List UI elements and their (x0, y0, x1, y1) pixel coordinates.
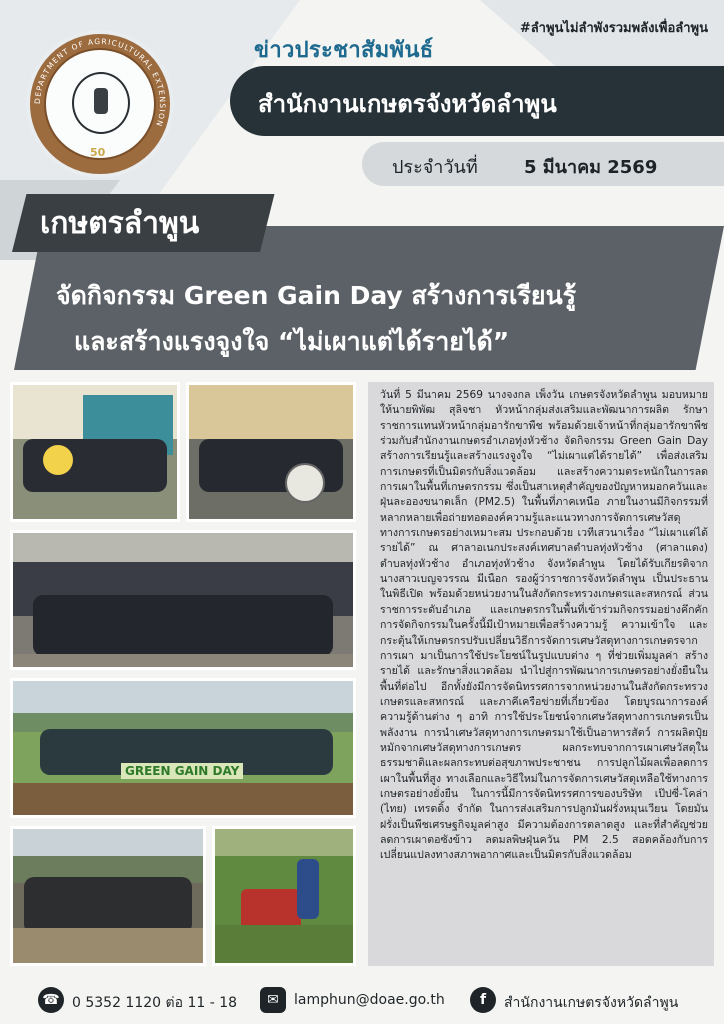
svg-text:DEPARTMENT OF AGRICULTURAL EXT: DEPARTMENT OF AGRICULTURAL EXTENSION (32, 36, 168, 129)
hashtag: #ลำพูนไม่ลำพังรวมพลังเพื่อลำพูน (519, 21, 708, 36)
article-body: วันที่ 5 มีนาคม 2569 นางจงกล เพ็งวัน เกษตรจังหวัดลำพูน มอบหมายให้นายพิพัฒ สุลิจชา หัวหน้ากลุ่มส่งเสริมและพัฒนาการผลิต รักษาราชการแทนหัวหน้ากลุ่มอารักขาพืช พร้อมด้วยเจ้าหน้าที่กลุ่มอารักขาพืช ร่วมกับสำนักงานเกษตรอำเภอทุ่งหัวช้าง จัดกิจกรรม Green Gain Day สร้างการเรียนรู้และสร้างแรงจูงใจ “ไม่เผาแต่ได้รายได้” เพื่อส่งเสริมการเกษตรที่เป็นมิตรกับสิ่งแวดล้อม และสร้างความตระหนักในการลดการเผาในพื้นที่เกษตรกรรม ซึ่งเป็นสาเหตุสำคัญของปัญหาหมอกควันและฝุ่นละอองขนาดเล็ก (PM2.5) ในพื้นที่ภาคเหนือ ภายในงานมีกิจกรรมที่หลากหลายเพื่อถ่ายทอดองค์ความรู้และแนวทางการจัดการเศษวัสดุทางการเกษตรอย่างเหมาะสม ประกอบด้วย เวทีเสวนาเรื่อง “ไม่เผาแต่ได้รายได้” ณ ศาลาอเนกประสงค์เทศบาลตำบลทุ่งหัวช้าง (ศาลาแดง) ตำบลทุ่งหัวช้าง อำเภอทุ่งหัวช้าง จังหวัดลำพูน โดยได้รับเกียรติจาก นางสาวเบญจวรรณ มีเนือก รองผู้ว่าราชการจังหวัดลำพูน เป็นประธานในพิธีเปิด พร้อมด้วยหน่วยงานในสังกัดกระทรวงเกษตรและสหกรณ์ ส่วนราชการระดับอำเภอ และเกษตรกรในพื้นที่เข้าร่วมกิจกรรมอย่างคึกคัก การจัดกิจกรรมในครั้งนี้มีเป้าหมายเพื่อสร้างความรู้ ความเข้าใจ และกระตุ้นให้เกษตรกรปรับเปลี่ยนวิธีการจัดการเศษวัสดุทางการเกษตรจากการเผา มาเป็นการใช้ประโยชน์ในรูปแบบต่าง ๆ ที่ช่วยเพิ่มมูลค่า สร้างรายได้ และรักษาสิ่งแวดล้อม นำไปสู่การพัฒนาการเกษตรอย่างยั่งยืนในพื้นที่ต่อไป อีกทั้งยังมีการจัดนิทรรศการจากหน่วยงานในสังกัดกระทรวงเกษตรและสหกรณ์ และภาคีเครือข่ายที่เกี่ยวข้อง โดยบูรณาการองค์ความรู้ด้านต่าง ๆ อาทิ การใช้ประโยชน์จากเศษวัสดุทางการเกษตรเป็นพลังงาน การนำเศษวัสดุทางการเกษตรมาใช้เป็นอาหารสัตว์ การผลิตปุ๋ยหมักจากเศษวัสดุทางการเกษตร ผลกระทบจากการเผาเศษวัสดุในธรรมชาติและผลกระทบต่อสุขภาพประชาชน การปลูกไม้ผลเพื่อลดการเผาในพื้นที่สูง ทางเลือกและวิธีใหม่ในการจัดการเศษวัสดุเหลือใช้ทางการเกษตรอย่างยั่งยืน ในการนี้มีการจัดนิทรรศการของบริษัท เป๊ปซี่-โคล่า (ไทย) เทรดดิ้ง จำกัด ในการส่งเสริมการปลูกมันฝรั่งหมุนเวียน โดยมันฝรั่งเป็นพืชเศรษฐกิจมูลค่าสูง มีความต้องการตลาดสูง และที่สำคัญช่วยลดการเผาตอซังข้าว ลดมลพิษฝุ่นควัน PM 2.5 สอดคล้องกับการเปลี่ยนแปลงทางสภาพอากาศและเป็นมิตรกับสิ่งแวดล้อม (380, 389, 708, 862)
phone-icon: ☎ (38, 987, 64, 1013)
office-title: สำนักงานเกษตรจังหวัดลำพูน (258, 90, 557, 118)
date-value: 5 มีนาคม 2569 (524, 157, 658, 178)
footer-facebook[interactable]: สำนักงานเกษตรจังหวัดลำพูน (504, 995, 679, 1011)
news-title: ข่าวประชาสัมพันธ์ (254, 38, 434, 63)
headline-line-2: และสร้างแรงจูงใจ “ไม่เผาแต่ได้รายได้” (74, 327, 510, 356)
section-label: เกษตรลำพูน (40, 206, 200, 241)
headline-line-1: จัดกิจกรรม Green Gain Day สร้างการเรียนรู้ (56, 281, 577, 310)
footer-email[interactable]: lamphun@doae.go.th (294, 992, 445, 1008)
photo-banner-text: GREEN GAIN DAY (121, 763, 243, 779)
photo-tractor (212, 826, 356, 966)
facebook-icon: f (470, 987, 496, 1013)
photo-field-group (10, 678, 356, 818)
date-label: ประจำวันที่ (392, 157, 478, 178)
footer-phone[interactable]: 0 5352 1120 ต่อ 11 - 18 (72, 995, 238, 1011)
photo-group-crowd (10, 530, 356, 670)
photo-potato-farmers (10, 826, 206, 966)
mail-icon: ✉ (260, 987, 286, 1013)
photo-ceremony-2 (186, 382, 356, 522)
department-logo (26, 30, 174, 178)
logo-badge: 50 (90, 146, 106, 159)
photo-ceremony-1 (10, 382, 180, 522)
